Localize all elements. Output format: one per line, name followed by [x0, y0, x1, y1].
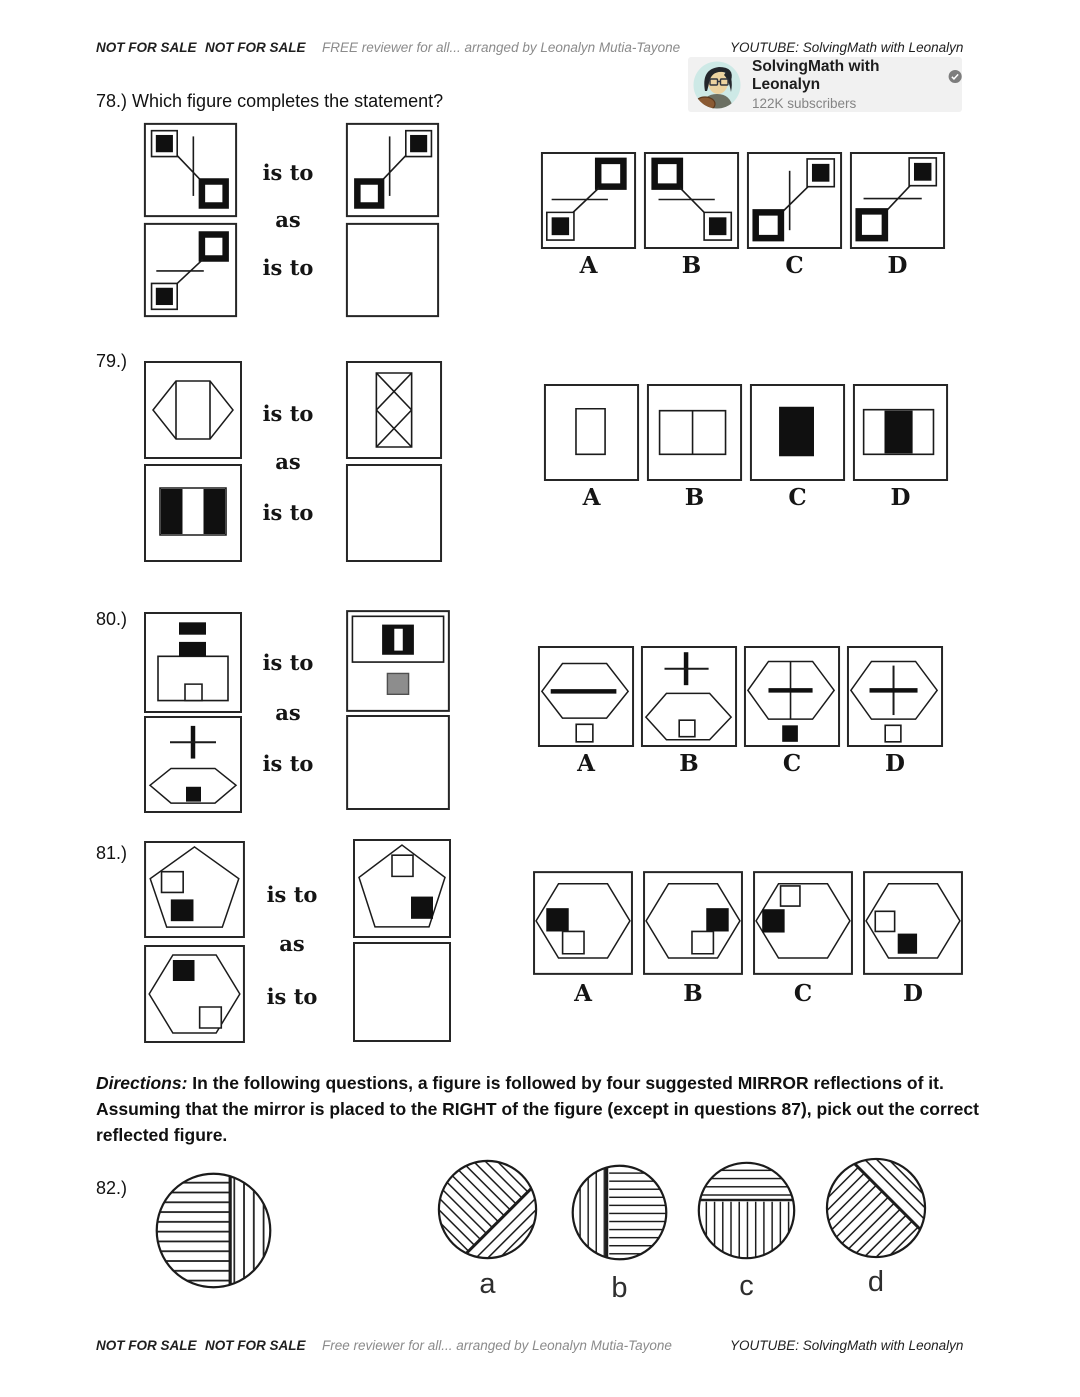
directions-lead: Directions: [96, 1073, 188, 1093]
q79-option-letter-b: B [684, 484, 705, 511]
footer-not-for-sale-2: NOT FOR SALE [205, 1338, 306, 1353]
relation-label: as [275, 449, 301, 474]
q82-option-letter-d: d [867, 1266, 885, 1298]
q78-option-letter-b: B [681, 252, 702, 279]
q81-stem-figure-3 [143, 944, 246, 1044]
q78-option-letter-d: D [887, 252, 908, 279]
relation-label: as [275, 207, 301, 232]
q79-option-figure-c [749, 383, 846, 482]
q82-option-figure-b [568, 1161, 671, 1264]
q81-option-letter-b: B [683, 980, 703, 1007]
relation-label: is to [262, 650, 314, 675]
q78-option-figure-b [643, 151, 740, 250]
q79-stem-figure-3 [143, 463, 243, 563]
relation-label: is to [262, 160, 314, 185]
q78-stem-figure-1 [143, 122, 238, 218]
q78-answer-blank [345, 222, 440, 318]
q79-option-figure-a [543, 383, 640, 482]
q81-stem-figure-2 [352, 838, 452, 939]
q81-option-figure-d [862, 870, 964, 976]
q78-stem-figure-2 [345, 122, 440, 218]
q82-option-letter-c: c [739, 1270, 754, 1302]
question-number: 79.) [96, 351, 128, 371]
relation-label: is to [262, 751, 314, 776]
footer-youtube-credit: YOUTUBE: SolvingMath with Leonalyn [730, 1338, 964, 1353]
header-reviewer-credit: FREE reviewer for all... arranged by Leonalyn Mutia-Tayone [322, 40, 681, 55]
q80-stem-figure-2 [345, 609, 451, 713]
q78-stem-figure-3 [143, 222, 238, 318]
relation-label: is to [262, 401, 314, 426]
q79-option-figure-d [852, 383, 949, 482]
directions-paragraph [96, 1071, 1004, 1149]
q79-option-letter-c: C [788, 484, 807, 511]
footer-not-for-sale-1: NOT FOR SALE [96, 1338, 197, 1353]
question-number: 78.) [96, 91, 128, 111]
relation-label: is to [266, 984, 318, 1009]
relation-label: is to [266, 882, 318, 907]
relation-label: is to [262, 500, 314, 525]
q78-option-figure-d [849, 151, 946, 250]
q80-option-letter-c: C [782, 750, 802, 777]
verified-badge-icon [948, 69, 962, 84]
question-number: 80.) [96, 609, 128, 629]
relation-label: is to [262, 255, 314, 280]
q80-stem-figure-3 [143, 715, 243, 814]
q82-option-figure-a [434, 1156, 541, 1263]
q78-option-figure-c [746, 151, 843, 250]
q80-option-figure-b [640, 645, 738, 748]
q78-option-letter-c: C [785, 252, 804, 279]
q80-option-figure-c [743, 645, 841, 748]
q81-answer-blank [352, 941, 452, 1043]
q80-option-letter-b: B [679, 750, 699, 777]
q82-stimulus-figure [151, 1168, 276, 1293]
q81-option-figure-b [642, 870, 744, 976]
relation-label: as [279, 931, 305, 956]
q82-option-figure-d [822, 1154, 930, 1262]
channel-name: SolvingMath with Leonalyn [752, 58, 880, 93]
q80-option-letter-d: D [885, 750, 905, 777]
directions-body: In the following questions, a figure is followed by four suggested MIRROR reflections of it. Assuming that the mirror is placed to the RIGHT of the figure (except in questions 87), pick out the correct reflected figure. [96, 1073, 979, 1145]
q80-option-figure-a [537, 645, 635, 748]
channel-avatar [693, 61, 741, 109]
q81-option-figure-c [752, 870, 854, 976]
footer-reviewer-credit: Free reviewer for all... arranged by Leonalyn Mutia-Tayone [322, 1338, 672, 1353]
q78-option-figure-a [540, 151, 637, 250]
q78-option-letter-a: A [579, 252, 598, 279]
q81-option-letter-d: D [903, 980, 923, 1007]
q79-option-figure-b [646, 383, 743, 482]
q81-option-figure-a [532, 870, 634, 976]
q80-answer-blank [345, 714, 451, 811]
q81-stem-figure-1 [143, 840, 246, 939]
question-number: 81.) [96, 843, 128, 863]
q79-answer-blank [345, 463, 443, 563]
q82-option-letter-a: a [479, 1268, 496, 1300]
q79-stem-figure-1 [143, 360, 243, 460]
q79-stem-figure-2 [345, 360, 443, 460]
header-not-for-sale-2: NOT FOR SALE [205, 40, 306, 55]
header-youtube-credit: YOUTUBE: SolvingMath with Leonalyn [730, 40, 964, 55]
q82-option-letter-b: b [611, 1272, 628, 1304]
q80-option-figure-d [846, 645, 944, 748]
q80-stem-figure-1 [143, 611, 243, 714]
question-number: 82.) [96, 1178, 128, 1198]
question-prompt: Which figure completes the statement? [132, 91, 444, 111]
q81-option-letter-c: C [793, 980, 813, 1007]
relation-label: as [275, 700, 301, 725]
q80-option-letter-a: A [577, 750, 595, 777]
channel-subscribers: 122K subscribers [752, 96, 857, 111]
q82-option-figure-c [694, 1158, 799, 1263]
q81-option-letter-a: A [574, 980, 592, 1007]
header-not-for-sale-1: NOT FOR SALE [96, 40, 197, 55]
q79-option-letter-d: D [890, 484, 911, 511]
q79-option-letter-a: A [582, 484, 601, 511]
youtube-channel-card [688, 57, 962, 112]
